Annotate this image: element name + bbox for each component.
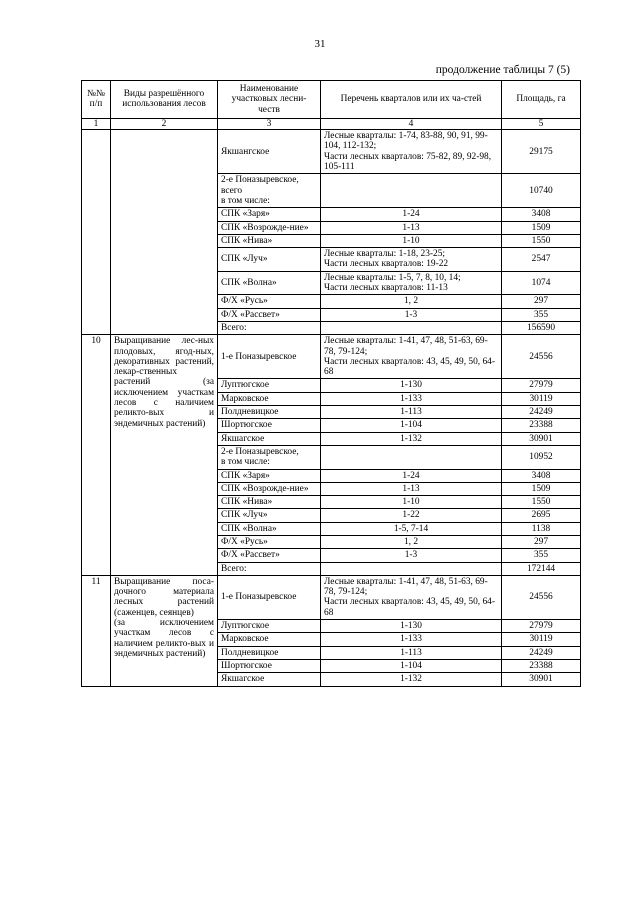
forestry-name-cell: СПК «Волна» <box>218 522 321 535</box>
row-number-cell: 11 <box>82 575 111 686</box>
forestry-name-cell: СПК «Возрожде-ние» <box>218 482 321 495</box>
quarter-list-cell <box>321 174 502 208</box>
quarter-list-cell: 1-133 <box>321 633 502 646</box>
area-cell: 27979 <box>502 379 581 392</box>
table-numbering-row <box>82 118 581 129</box>
quarter-list-cell <box>321 562 502 575</box>
quarter-list-cell: 1-104 <box>321 419 502 432</box>
forestry-name-cell: Якшангское <box>218 130 321 174</box>
forestry-name-cell: Ф/Х «Русь» <box>218 535 321 548</box>
forestry-name-cell: СПК «Возрожде-ние» <box>218 221 321 234</box>
header-area: Площадь, га <box>502 81 581 119</box>
table-row <box>82 575 581 619</box>
forestry-name-cell: Ф/Х «Рассвет» <box>218 308 321 321</box>
quarter-list-cell: 1-24 <box>321 469 502 482</box>
area-cell: 1550 <box>502 234 581 247</box>
quarter-list-cell: Лесные кварталы: 1-5, 7, 8, 10, 14; Части лесных кварталов: 11-13 <box>321 271 502 295</box>
area-cell: 23388 <box>502 659 581 672</box>
quarter-list-cell: Лесные кварталы: 1-41, 47, 48, 51-63, 69-78, 79-124; Части лесных кварталов: 43, 45, 49, 50, 64-68 <box>321 335 502 379</box>
row-number-cell: 10 <box>82 335 111 576</box>
forestry-name-cell: Марковское <box>218 633 321 646</box>
quarter-list-cell: 1-130 <box>321 379 502 392</box>
forestry-name-cell: Всего: <box>218 562 321 575</box>
page-number: 31 <box>314 38 326 50</box>
quarter-list-cell: 1-130 <box>321 620 502 633</box>
quarter-list-cell: 1-133 <box>321 392 502 405</box>
area-cell: 30901 <box>502 673 581 686</box>
forestry-name-cell: СПК «Заря» <box>218 208 321 221</box>
forestry-name-cell: 1-е Поназыревское <box>218 575 321 619</box>
use-type-cell: Выращивание поса-дочного материала лесных растений (саженцев, сеянцев) (за исключением участкам лесов с наличием реликто-вых и эндемичных растений) <box>111 575 218 686</box>
quarter-list-cell: 1-22 <box>321 509 502 522</box>
forestry-name-cell: СПК «Заря» <box>218 469 321 482</box>
numbering-cell: 2 <box>111 118 218 129</box>
quarter-list-cell: 1-3 <box>321 549 502 562</box>
area-cell: 156590 <box>502 321 581 334</box>
quarter-list-cell: 1-10 <box>321 234 502 247</box>
area-cell: 10740 <box>502 174 581 208</box>
forestry-name-cell: Шортюгское <box>218 419 321 432</box>
forestry-name-cell: Шортюгское <box>218 659 321 672</box>
area-cell: 1509 <box>502 221 581 234</box>
area-cell: 1074 <box>502 271 581 295</box>
area-cell: 355 <box>502 308 581 321</box>
area-cell: 3408 <box>502 208 581 221</box>
header-number: №№ п/п <box>82 81 111 119</box>
area-cell: 2695 <box>502 509 581 522</box>
header-use-type: Виды разрешённого использования лесов <box>111 81 218 119</box>
quarter-list-cell: 1-104 <box>321 659 502 672</box>
table-row <box>82 335 581 379</box>
area-cell: 24556 <box>502 575 581 619</box>
area-cell: 297 <box>502 295 581 308</box>
quarter-list-cell: Лесные кварталы: 1-18, 23-25; Части лесных кварталов: 19-22 <box>321 248 502 272</box>
forestry-name-cell: 2-е Поназыревское, в том числе: <box>218 445 321 469</box>
table-header-row <box>82 81 581 119</box>
area-cell: 297 <box>502 535 581 548</box>
forestry-name-cell: Полдневицкое <box>218 406 321 419</box>
forestry-name-cell: СПК «Волна» <box>218 271 321 295</box>
forestry-name-cell: СПК «Нива» <box>218 496 321 509</box>
forestry-name-cell: 1-е Поназыревское <box>218 335 321 379</box>
numbering-cell: 5 <box>502 118 581 129</box>
table-body <box>82 81 581 687</box>
quarter-list-cell: 1-13 <box>321 221 502 234</box>
header-forestry-name: Наименование участковых лесни-честв <box>218 81 321 119</box>
quarter-list-cell: 1-113 <box>321 646 502 659</box>
area-cell: 10952 <box>502 445 581 469</box>
quarter-list-cell: 1, 2 <box>321 535 502 548</box>
numbering-cell: 4 <box>321 118 502 129</box>
forestry-name-cell: Якшагское <box>218 673 321 686</box>
forestry-name-cell: Марковское <box>218 392 321 405</box>
quarter-list-cell: 1-13 <box>321 482 502 495</box>
forestry-name-cell: 2-е Поназыревское, всего в том числе: <box>218 174 321 208</box>
quarter-list-cell <box>321 321 502 334</box>
quarter-list-cell: Лесные кварталы: 1-74, 83-88, 90, 91, 99-104, 112-132; Части лесных кварталов: 75-82, 89, 92-98, 105-111 <box>321 130 502 174</box>
forestry-name-cell: СПК «Луч» <box>218 509 321 522</box>
quarter-list-cell <box>321 445 502 469</box>
quarter-list-cell: 1-10 <box>321 496 502 509</box>
forestry-name-cell: Всего: <box>218 321 321 334</box>
row-number-cell <box>82 130 111 335</box>
forestry-name-cell: Якшагское <box>218 432 321 445</box>
area-cell: 1509 <box>502 482 581 495</box>
forest-use-table <box>81 80 581 687</box>
forestry-name-cell: Ф/Х «Русь» <box>218 295 321 308</box>
header-quarter-list: Перечень кварталов или их ча-стей <box>321 81 502 119</box>
quarter-list-cell: 1-132 <box>321 432 502 445</box>
area-cell: 29175 <box>502 130 581 174</box>
area-cell: 23388 <box>502 419 581 432</box>
use-type-cell: Выращивание лес-ных плодовых, ягод-ных, декоративных растений, лекар-ственных растений (за исключением участкам лесов с наличием реликто-вых и эндемичных растений) <box>111 335 218 576</box>
area-cell: 2547 <box>502 248 581 272</box>
numbering-cell: 1 <box>82 118 111 129</box>
quarter-list-cell: Лесные кварталы: 1-41, 47, 48, 51-63, 69-78, 79-124; Части лесных кварталов: 43, 45, 49, 50, 64-68 <box>321 575 502 619</box>
area-cell: 355 <box>502 549 581 562</box>
forestry-name-cell: Луптюгское <box>218 620 321 633</box>
forestry-name-cell: Ф/Х «Рассвет» <box>218 549 321 562</box>
area-cell: 27979 <box>502 620 581 633</box>
area-cell: 30119 <box>502 633 581 646</box>
area-cell: 24249 <box>502 646 581 659</box>
area-cell: 30901 <box>502 432 581 445</box>
area-cell: 24556 <box>502 335 581 379</box>
quarter-list-cell: 1-24 <box>321 208 502 221</box>
forestry-name-cell: СПК «Нива» <box>218 234 321 247</box>
numbering-cell: 3 <box>218 118 321 129</box>
forestry-name-cell: Луптюгское <box>218 379 321 392</box>
forestry-name-cell: СПК «Луч» <box>218 248 321 272</box>
forestry-name-cell: Полдневицкое <box>218 646 321 659</box>
quarter-list-cell: 1-5, 7-14 <box>321 522 502 535</box>
quarter-list-cell: 1-113 <box>321 406 502 419</box>
quarter-list-cell: 1-3 <box>321 308 502 321</box>
use-type-cell <box>111 130 218 335</box>
area-cell: 24249 <box>502 406 581 419</box>
quarter-list-cell: 1-132 <box>321 673 502 686</box>
quarter-list-cell: 1, 2 <box>321 295 502 308</box>
area-cell: 172144 <box>502 562 581 575</box>
area-cell: 3408 <box>502 469 581 482</box>
area-cell: 1550 <box>502 496 581 509</box>
area-cell: 30119 <box>502 392 581 405</box>
table-continuation-caption: продолжение таблицы 7 (5) <box>435 64 570 76</box>
area-cell: 1138 <box>502 522 581 535</box>
table-row <box>82 130 581 174</box>
